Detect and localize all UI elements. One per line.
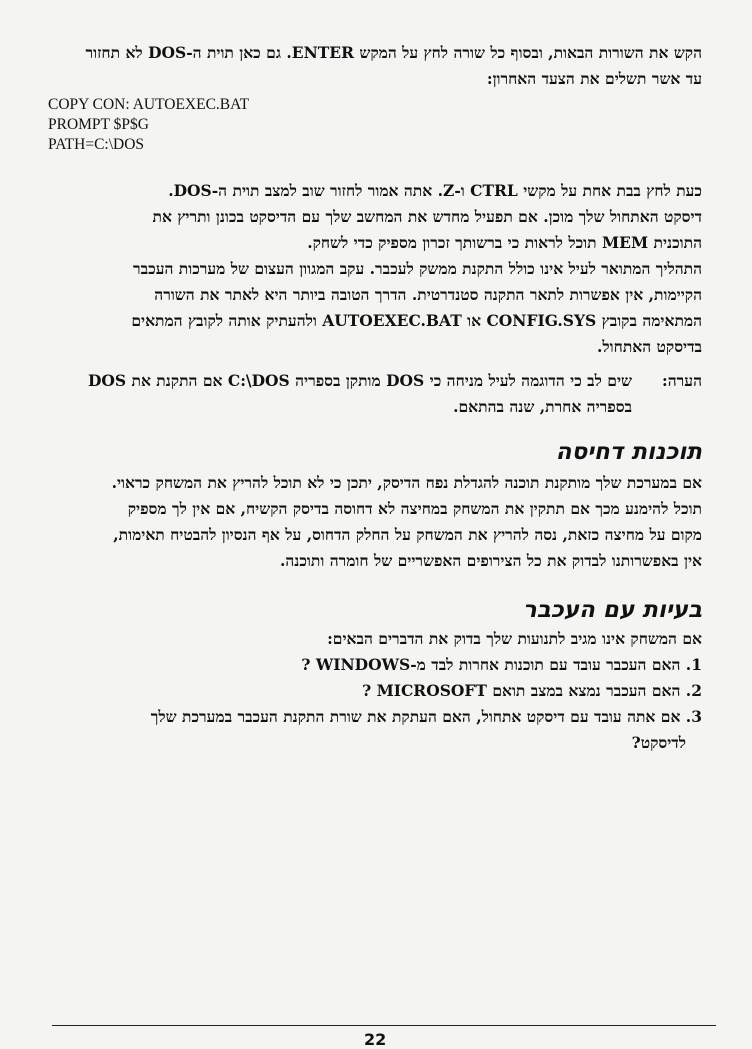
instructions-line: כעת לחץ בבת אחת על מקשי CTRL ו-Z. אתה אמור לחזור שוב למצב תוית ה-DOS. [168,181,702,200]
instructions-line: הקיימות, אין אפשרות לתאר התקנה סטנדרטית. הדרך הטובה ביותר היא לאתר את השורה [154,285,702,304]
mouse-paragraph [42,626,702,756]
mouse-list-item: 3. אם אתה עובד עם דיסקט אתחול, האם העתקת את שורת התקנת העכבר במערכת שלך [150,707,702,726]
compression-paragraph [42,470,702,574]
section-heading-compression: תוכנות דחיסה [555,439,702,465]
note-line: בספריה אחרת, שנה בהתאם. [453,397,632,416]
note-line: שים לב כי הדוגמה לעיל מניחה כי DOS מותקן בספריה C:\DOS אם התקנת את DOS [87,371,632,390]
code-line: PROMPT $P$G [48,116,149,133]
instructions-line: בדיסקט האתחול. [597,337,702,356]
note-body [42,368,632,420]
mouse-list-item: 1. האם העכבר עובד עם תוכנות אחרות לבד מ-WINDOWS ? [301,655,702,674]
code-line: COPY CON: AUTOEXEC.BAT [48,96,250,113]
page-number: 22 [364,1030,387,1049]
note-label: הערה: [662,371,702,390]
intro-line: הקש את השורות הבאות, ובסוף כל שורה לחץ על המקש ENTER. גם כאן תוית ה-DOS לא תחזור [85,43,702,62]
instructions-line: דיסקט האתחול שלך מוכן. אם תפעיל מחדש את המחשב שלך עם הדיסקט בכונן ותריץ את [152,207,702,226]
compression-line: אין באפשרותנו לבדוק את כל הצירופים האפשריים של חומרה ותוכנה. [280,551,702,570]
instructions-line: התוכנית MEM תוכל לראות כי ברשותך זכרון מספיק כדי לשחק. [307,233,702,252]
code-line: PATH=C:\DOS [48,136,145,153]
instructions-paragraph [42,178,702,360]
code-block [48,95,249,155]
footer-divider [52,1025,716,1026]
compression-line: אם במערכת שלך מותקנת תוכנה להגדלת נפח הדיסק, יתכן כי לא תוכל להריץ את המשחק כראוי. [111,473,702,492]
section-heading-mouse: בעיות עם העכבר [522,597,702,623]
mouse-intro: אם המשחק אינו מגיב לתנועות שלך בדוק את הדברים הבאים: [327,629,702,648]
intro-paragraph [42,40,702,92]
instructions-line: התהליך המתואר לעיל אינו כולל התקנת ממשק לעכבר. עקב המגוון העצום של מערכות העכבר [133,259,702,278]
mouse-list-item: 2. האם העכבר נמצא במצב תואם MICROSOFT ? [362,681,702,700]
intro-line: עד אשר תשלים את הצעד האחרון: [486,69,702,88]
mouse-list-item-continuation: לדיסקט? [631,733,686,752]
compression-line: מקום על מחיצה כזאת, נסה להריץ את המשחק על החלק הדחוס, על אף הנסיון להבטיח תאימות, [113,525,702,544]
compression-line: תוכל להימנע מכך אם תתקין את המשחק במחיצה לא דחוסה בדיסק הקשיח, אם אין לך מספיק [127,499,702,518]
instructions-line: המתאימה בקובץ CONFIG.SYS או AUTOEXEC.BAT ולהעתיק אותה לקובץ המתאים [131,311,702,330]
